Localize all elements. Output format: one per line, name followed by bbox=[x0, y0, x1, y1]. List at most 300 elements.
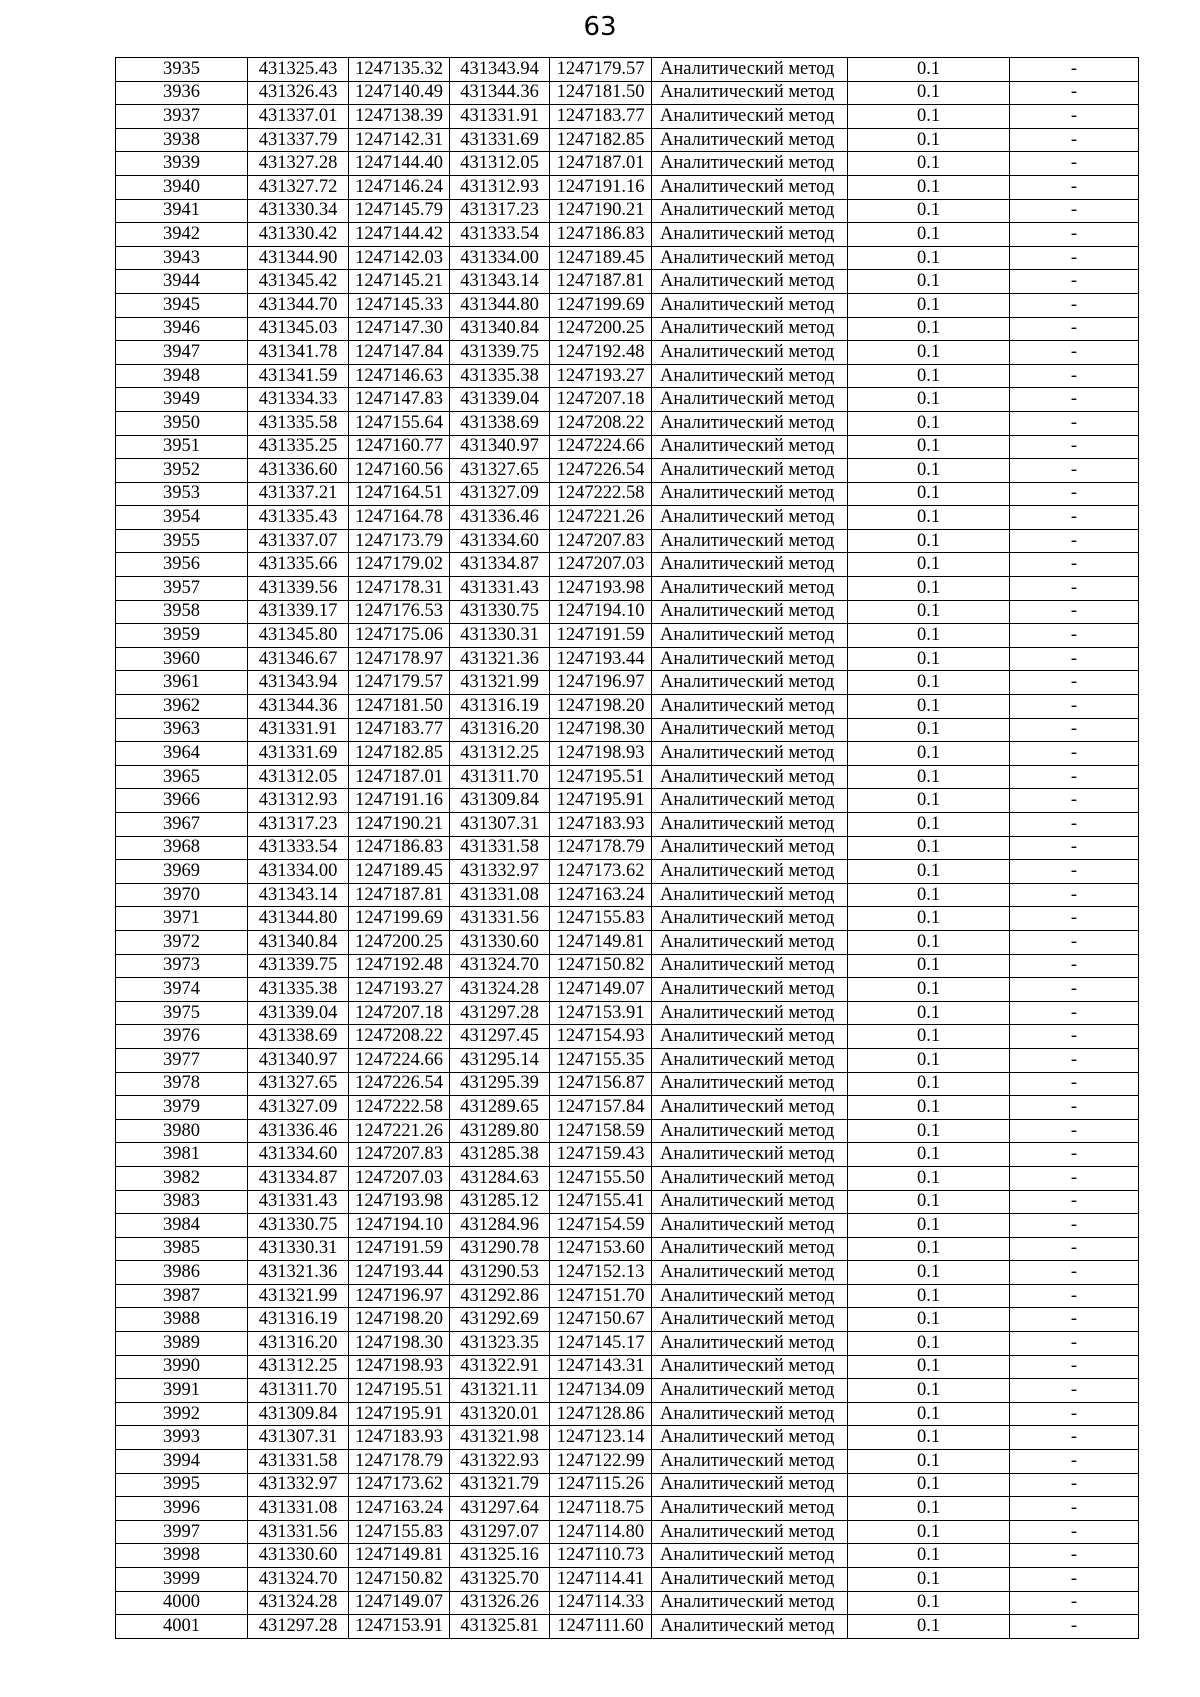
cell-accuracy: 0.1 bbox=[848, 1402, 1010, 1426]
cell-method: Аналитический метод bbox=[652, 1591, 848, 1615]
cell-accuracy: 0.1 bbox=[848, 695, 1010, 719]
cell-point-number: 3996 bbox=[116, 1497, 248, 1521]
cell-method: Аналитический метод bbox=[652, 223, 848, 247]
cell-accuracy: 0.1 bbox=[848, 1615, 1010, 1639]
cell-accuracy: 0.1 bbox=[848, 1190, 1010, 1214]
cell-method: Аналитический метод bbox=[652, 459, 848, 483]
cell-point-number: 3947 bbox=[116, 341, 248, 365]
cell-y2: 1247122.99 bbox=[550, 1450, 652, 1474]
cell-method: Аналитический метод bbox=[652, 1072, 848, 1096]
cell-x2: 431332.97 bbox=[450, 860, 550, 884]
cell-y2: 1247153.60 bbox=[550, 1237, 652, 1261]
cell-y2: 1247183.77 bbox=[550, 105, 652, 129]
cell-x2: 431321.98 bbox=[450, 1426, 550, 1450]
cell-note: - bbox=[1010, 577, 1139, 601]
cell-x2: 431312.05 bbox=[450, 152, 550, 176]
cell-note: - bbox=[1010, 459, 1139, 483]
cell-note: - bbox=[1010, 742, 1139, 766]
cell-y2: 1247181.50 bbox=[550, 81, 652, 105]
cell-point-number: 3979 bbox=[116, 1096, 248, 1120]
cell-point-number: 3993 bbox=[116, 1426, 248, 1450]
cell-y1: 1247178.97 bbox=[349, 647, 450, 671]
cell-y1: 1247153.91 bbox=[349, 1615, 450, 1639]
cell-method: Аналитический метод bbox=[652, 81, 848, 105]
page-number: 63 bbox=[583, 12, 617, 42]
cell-y1: 1247138.39 bbox=[349, 105, 450, 129]
table-row bbox=[116, 883, 1139, 907]
cell-x2: 431321.99 bbox=[450, 671, 550, 695]
cell-note: - bbox=[1010, 1025, 1139, 1049]
cell-x1: 431327.72 bbox=[248, 175, 349, 199]
cell-point-number: 3994 bbox=[116, 1450, 248, 1474]
cell-point-number: 3982 bbox=[116, 1166, 248, 1190]
table-body bbox=[116, 58, 1139, 1639]
cell-x2: 431338.69 bbox=[450, 411, 550, 435]
cell-x2: 431317.23 bbox=[450, 199, 550, 223]
cell-y1: 1247147.83 bbox=[349, 388, 450, 412]
cell-y1: 1247150.82 bbox=[349, 1568, 450, 1592]
cell-x1: 431324.28 bbox=[248, 1591, 349, 1615]
table-row bbox=[116, 1166, 1139, 1190]
cell-method: Аналитический метод bbox=[652, 482, 848, 506]
cell-point-number: 3989 bbox=[116, 1332, 248, 1356]
cell-accuracy: 0.1 bbox=[848, 1001, 1010, 1025]
cell-note: - bbox=[1010, 813, 1139, 837]
cell-y1: 1247193.44 bbox=[349, 1261, 450, 1285]
cell-x1: 431341.59 bbox=[248, 364, 349, 388]
cell-point-number: 3995 bbox=[116, 1473, 248, 1497]
cell-note: - bbox=[1010, 1143, 1139, 1167]
cell-x1: 431335.66 bbox=[248, 553, 349, 577]
cell-method: Аналитический метод bbox=[652, 1520, 848, 1544]
cell-point-number: 3941 bbox=[116, 199, 248, 223]
cell-x2: 431339.04 bbox=[450, 388, 550, 412]
cell-y2: 1247155.35 bbox=[550, 1048, 652, 1072]
cell-x1: 431307.31 bbox=[248, 1426, 349, 1450]
cell-x2: 431295.14 bbox=[450, 1048, 550, 1072]
cell-note: - bbox=[1010, 1426, 1139, 1450]
cell-note: - bbox=[1010, 1544, 1139, 1568]
cell-x1: 431324.70 bbox=[248, 1568, 349, 1592]
cell-y2: 1247114.80 bbox=[550, 1520, 652, 1544]
cell-y2: 1247145.17 bbox=[550, 1332, 652, 1356]
cell-accuracy: 0.1 bbox=[848, 1284, 1010, 1308]
table-row bbox=[116, 1402, 1139, 1426]
cell-point-number: 3991 bbox=[116, 1379, 248, 1403]
cell-x1: 431330.31 bbox=[248, 1237, 349, 1261]
cell-y1: 1247187.01 bbox=[349, 765, 450, 789]
cell-x1: 431334.87 bbox=[248, 1166, 349, 1190]
table-row bbox=[116, 695, 1139, 719]
cell-point-number: 3946 bbox=[116, 317, 248, 341]
cell-x1: 431312.93 bbox=[248, 789, 349, 813]
cell-x1: 431330.60 bbox=[248, 1544, 349, 1568]
cell-note: - bbox=[1010, 128, 1139, 152]
cell-accuracy: 0.1 bbox=[848, 789, 1010, 813]
cell-x2: 431344.80 bbox=[450, 293, 550, 317]
cell-x2: 431335.38 bbox=[450, 364, 550, 388]
cell-note: - bbox=[1010, 246, 1139, 270]
cell-x1: 431344.70 bbox=[248, 293, 349, 317]
cell-note: - bbox=[1010, 199, 1139, 223]
cell-x2: 431284.63 bbox=[450, 1166, 550, 1190]
cell-y2: 1247193.44 bbox=[550, 647, 652, 671]
cell-y2: 1247199.69 bbox=[550, 293, 652, 317]
table-row bbox=[116, 1308, 1139, 1332]
cell-y2: 1247128.86 bbox=[550, 1402, 652, 1426]
cell-accuracy: 0.1 bbox=[848, 553, 1010, 577]
cell-y1: 1247160.77 bbox=[349, 435, 450, 459]
cell-x2: 431344.36 bbox=[450, 81, 550, 105]
cell-accuracy: 0.1 bbox=[848, 152, 1010, 176]
table-row bbox=[116, 1096, 1139, 1120]
cell-y2: 1247152.13 bbox=[550, 1261, 652, 1285]
cell-x1: 431344.90 bbox=[248, 246, 349, 270]
cell-point-number: 3977 bbox=[116, 1048, 248, 1072]
cell-accuracy: 0.1 bbox=[848, 1450, 1010, 1474]
cell-note: - bbox=[1010, 411, 1139, 435]
cell-method: Аналитический метод bbox=[652, 246, 848, 270]
cell-x1: 431338.69 bbox=[248, 1025, 349, 1049]
cell-note: - bbox=[1010, 624, 1139, 648]
cell-y2: 1247157.84 bbox=[550, 1096, 652, 1120]
cell-point-number: 3986 bbox=[116, 1261, 248, 1285]
cell-note: - bbox=[1010, 1166, 1139, 1190]
cell-method: Аналитический метод bbox=[652, 1355, 848, 1379]
cell-note: - bbox=[1010, 1048, 1139, 1072]
table-row bbox=[116, 1237, 1139, 1261]
cell-x1: 431335.43 bbox=[248, 506, 349, 530]
table-row bbox=[116, 1190, 1139, 1214]
cell-method: Аналитический метод bbox=[652, 1237, 848, 1261]
cell-accuracy: 0.1 bbox=[848, 1591, 1010, 1615]
cell-point-number: 3939 bbox=[116, 152, 248, 176]
cell-x1: 431337.21 bbox=[248, 482, 349, 506]
cell-note: - bbox=[1010, 1332, 1139, 1356]
cell-accuracy: 0.1 bbox=[848, 907, 1010, 931]
cell-y1: 1247198.20 bbox=[349, 1308, 450, 1332]
cell-note: - bbox=[1010, 1284, 1139, 1308]
cell-accuracy: 0.1 bbox=[848, 1119, 1010, 1143]
cell-note: - bbox=[1010, 1096, 1139, 1120]
cell-y2: 1247150.82 bbox=[550, 954, 652, 978]
cell-method: Аналитический метод bbox=[652, 1214, 848, 1238]
cell-accuracy: 0.1 bbox=[848, 718, 1010, 742]
table-row bbox=[116, 364, 1139, 388]
cell-point-number: 3935 bbox=[116, 58, 248, 82]
cell-point-number: 3973 bbox=[116, 954, 248, 978]
cell-y1: 1247183.93 bbox=[349, 1426, 450, 1450]
cell-point-number: 3997 bbox=[116, 1520, 248, 1544]
cell-x1: 431339.75 bbox=[248, 954, 349, 978]
cell-note: - bbox=[1010, 907, 1139, 931]
cell-x1: 431332.97 bbox=[248, 1473, 349, 1497]
cell-y1: 1247189.45 bbox=[349, 860, 450, 884]
cell-x1: 431335.58 bbox=[248, 411, 349, 435]
cell-method: Аналитический метод bbox=[652, 671, 848, 695]
cell-point-number: 3970 bbox=[116, 883, 248, 907]
cell-y1: 1247142.31 bbox=[349, 128, 450, 152]
cell-y1: 1247175.06 bbox=[349, 624, 450, 648]
table-row bbox=[116, 58, 1139, 82]
cell-y2: 1247191.16 bbox=[550, 175, 652, 199]
cell-point-number: 3984 bbox=[116, 1214, 248, 1238]
cell-point-number: 3974 bbox=[116, 978, 248, 1002]
cell-x2: 431321.11 bbox=[450, 1379, 550, 1403]
cell-y2: 1247155.83 bbox=[550, 907, 652, 931]
cell-accuracy: 0.1 bbox=[848, 1214, 1010, 1238]
cell-x1: 431331.58 bbox=[248, 1450, 349, 1474]
cell-point-number: 3957 bbox=[116, 577, 248, 601]
cell-note: - bbox=[1010, 1308, 1139, 1332]
cell-method: Аналитический метод bbox=[652, 435, 848, 459]
cell-y1: 1247222.58 bbox=[349, 1096, 450, 1120]
cell-point-number: 3937 bbox=[116, 105, 248, 129]
cell-point-number: 3969 bbox=[116, 860, 248, 884]
cell-accuracy: 0.1 bbox=[848, 1308, 1010, 1332]
cell-method: Аналитический метод bbox=[652, 765, 848, 789]
cell-method: Аналитический метод bbox=[652, 388, 848, 412]
cell-y2: 1247226.54 bbox=[550, 459, 652, 483]
table-row bbox=[116, 1143, 1139, 1167]
cell-accuracy: 0.1 bbox=[848, 459, 1010, 483]
cell-y1: 1247183.77 bbox=[349, 718, 450, 742]
cell-x1: 431325.43 bbox=[248, 58, 349, 82]
cell-note: - bbox=[1010, 860, 1139, 884]
cell-accuracy: 0.1 bbox=[848, 813, 1010, 837]
table-row bbox=[116, 1426, 1139, 1450]
table-row bbox=[116, 1544, 1139, 1568]
cell-method: Аналитический метод bbox=[652, 411, 848, 435]
cell-point-number: 3967 bbox=[116, 813, 248, 837]
cell-note: - bbox=[1010, 317, 1139, 341]
cell-method: Аналитический метод bbox=[652, 529, 848, 553]
table-row bbox=[116, 978, 1139, 1002]
cell-y2: 1247198.30 bbox=[550, 718, 652, 742]
cell-accuracy: 0.1 bbox=[848, 1544, 1010, 1568]
cell-x2: 431322.93 bbox=[450, 1450, 550, 1474]
cell-x1: 431317.23 bbox=[248, 813, 349, 837]
cell-x1: 431345.42 bbox=[248, 270, 349, 294]
cell-x1: 431344.80 bbox=[248, 907, 349, 931]
table-row bbox=[116, 954, 1139, 978]
cell-x2: 431327.09 bbox=[450, 482, 550, 506]
table-row bbox=[116, 718, 1139, 742]
cell-y1: 1247195.51 bbox=[349, 1379, 450, 1403]
table-row bbox=[116, 105, 1139, 129]
cell-y2: 1247154.93 bbox=[550, 1025, 652, 1049]
cell-note: - bbox=[1010, 954, 1139, 978]
cell-point-number: 3978 bbox=[116, 1072, 248, 1096]
cell-note: - bbox=[1010, 341, 1139, 365]
cell-point-number: 3976 bbox=[116, 1025, 248, 1049]
cell-x1: 431343.94 bbox=[248, 671, 349, 695]
cell-x2: 431324.28 bbox=[450, 978, 550, 1002]
cell-y2: 1247224.66 bbox=[550, 435, 652, 459]
cell-note: - bbox=[1010, 765, 1139, 789]
cell-note: - bbox=[1010, 58, 1139, 82]
cell-accuracy: 0.1 bbox=[848, 1048, 1010, 1072]
cell-point-number: 3981 bbox=[116, 1143, 248, 1167]
cell-x2: 431324.70 bbox=[450, 954, 550, 978]
cell-x1: 431345.03 bbox=[248, 317, 349, 341]
cell-accuracy: 0.1 bbox=[848, 341, 1010, 365]
cell-method: Аналитический метод bbox=[652, 1048, 848, 1072]
cell-note: - bbox=[1010, 223, 1139, 247]
cell-x1: 431309.84 bbox=[248, 1402, 349, 1426]
cell-x1: 431336.60 bbox=[248, 459, 349, 483]
cell-method: Аналитический метод bbox=[652, 600, 848, 624]
table-row bbox=[116, 647, 1139, 671]
cell-accuracy: 0.1 bbox=[848, 836, 1010, 860]
cell-note: - bbox=[1010, 1473, 1139, 1497]
cell-x1: 431316.20 bbox=[248, 1332, 349, 1356]
cell-method: Аналитический метод bbox=[652, 1497, 848, 1521]
table-row bbox=[116, 246, 1139, 270]
cell-method: Аналитический метод bbox=[652, 128, 848, 152]
cell-y2: 1247222.58 bbox=[550, 482, 652, 506]
cell-note: - bbox=[1010, 600, 1139, 624]
cell-x1: 431321.36 bbox=[248, 1261, 349, 1285]
cell-point-number: 3936 bbox=[116, 81, 248, 105]
cell-x2: 431320.01 bbox=[450, 1402, 550, 1426]
cell-x1: 431335.38 bbox=[248, 978, 349, 1002]
cell-point-number: 3975 bbox=[116, 1001, 248, 1025]
cell-y2: 1247153.91 bbox=[550, 1001, 652, 1025]
table-row bbox=[116, 435, 1139, 459]
cell-accuracy: 0.1 bbox=[848, 128, 1010, 152]
cell-x2: 431334.87 bbox=[450, 553, 550, 577]
cell-method: Аналитический метод bbox=[652, 1261, 848, 1285]
cell-y2: 1247194.10 bbox=[550, 600, 652, 624]
table-row bbox=[116, 1119, 1139, 1143]
cell-note: - bbox=[1010, 1402, 1139, 1426]
cell-note: - bbox=[1010, 529, 1139, 553]
cell-x2: 431297.64 bbox=[450, 1497, 550, 1521]
cell-y1: 1247155.83 bbox=[349, 1520, 450, 1544]
cell-accuracy: 0.1 bbox=[848, 529, 1010, 553]
cell-x1: 431330.75 bbox=[248, 1214, 349, 1238]
table-row bbox=[116, 175, 1139, 199]
cell-x2: 431330.31 bbox=[450, 624, 550, 648]
cell-x2: 431321.79 bbox=[450, 1473, 550, 1497]
cell-method: Аналитический метод bbox=[652, 624, 848, 648]
cell-y1: 1247164.78 bbox=[349, 506, 450, 530]
cell-y2: 1247163.24 bbox=[550, 883, 652, 907]
cell-y2: 1247158.59 bbox=[550, 1119, 652, 1143]
table-row bbox=[116, 1025, 1139, 1049]
table-row bbox=[116, 1048, 1139, 1072]
cell-accuracy: 0.1 bbox=[848, 223, 1010, 247]
cell-method: Аналитический метод bbox=[652, 954, 848, 978]
table-row bbox=[116, 1568, 1139, 1592]
cell-method: Аналитический метод bbox=[652, 364, 848, 388]
cell-note: - bbox=[1010, 1237, 1139, 1261]
cell-method: Аналитический метод bbox=[652, 1544, 848, 1568]
cell-x2: 431290.53 bbox=[450, 1261, 550, 1285]
table-row bbox=[116, 341, 1139, 365]
cell-x1: 431334.33 bbox=[248, 388, 349, 412]
cell-y2: 1247179.57 bbox=[550, 58, 652, 82]
cell-y2: 1247178.79 bbox=[550, 836, 652, 860]
cell-note: - bbox=[1010, 388, 1139, 412]
cell-point-number: 3971 bbox=[116, 907, 248, 931]
cell-method: Аналитический метод bbox=[652, 1166, 848, 1190]
cell-x1: 431343.14 bbox=[248, 883, 349, 907]
cell-x1: 431337.01 bbox=[248, 105, 349, 129]
cell-method: Аналитический метод bbox=[652, 647, 848, 671]
cell-y2: 1247187.81 bbox=[550, 270, 652, 294]
table-row bbox=[116, 223, 1139, 247]
cell-x2: 431331.69 bbox=[450, 128, 550, 152]
cell-y1: 1247193.27 bbox=[349, 978, 450, 1002]
cell-point-number: 3962 bbox=[116, 695, 248, 719]
cell-x2: 431297.45 bbox=[450, 1025, 550, 1049]
cell-x2: 431331.58 bbox=[450, 836, 550, 860]
table-row bbox=[116, 813, 1139, 837]
table-row bbox=[116, 388, 1139, 412]
cell-accuracy: 0.1 bbox=[848, 765, 1010, 789]
cell-y1: 1247160.56 bbox=[349, 459, 450, 483]
cell-note: - bbox=[1010, 1379, 1139, 1403]
cell-x1: 431337.79 bbox=[248, 128, 349, 152]
cell-note: - bbox=[1010, 506, 1139, 530]
cell-x2: 431316.19 bbox=[450, 695, 550, 719]
cell-y2: 1247123.14 bbox=[550, 1426, 652, 1450]
cell-x1: 431334.00 bbox=[248, 860, 349, 884]
cell-point-number: 4001 bbox=[116, 1615, 248, 1639]
cell-point-number: 3952 bbox=[116, 459, 248, 483]
cell-method: Аналитический метод bbox=[652, 1379, 848, 1403]
cell-method: Аналитический метод bbox=[652, 883, 848, 907]
cell-point-number: 3964 bbox=[116, 742, 248, 766]
cell-accuracy: 0.1 bbox=[848, 1166, 1010, 1190]
cell-x1: 431297.28 bbox=[248, 1615, 349, 1639]
cell-note: - bbox=[1010, 718, 1139, 742]
cell-point-number: 3954 bbox=[116, 506, 248, 530]
cell-x2: 431290.78 bbox=[450, 1237, 550, 1261]
cell-method: Аналитический метод bbox=[652, 718, 848, 742]
table-row bbox=[116, 411, 1139, 435]
cell-x2: 431325.16 bbox=[450, 1544, 550, 1568]
cell-y1: 1247182.85 bbox=[349, 742, 450, 766]
cell-point-number: 3956 bbox=[116, 553, 248, 577]
table-row bbox=[116, 459, 1139, 483]
cell-accuracy: 0.1 bbox=[848, 435, 1010, 459]
table-row bbox=[116, 789, 1139, 813]
cell-y1: 1247149.81 bbox=[349, 1544, 450, 1568]
cell-x1: 431345.80 bbox=[248, 624, 349, 648]
cell-method: Аналитический метод bbox=[652, 58, 848, 82]
cell-method: Аналитический метод bbox=[652, 742, 848, 766]
cell-y1: 1247146.63 bbox=[349, 364, 450, 388]
cell-accuracy: 0.1 bbox=[848, 246, 1010, 270]
cell-accuracy: 0.1 bbox=[848, 199, 1010, 223]
cell-x2: 431292.86 bbox=[450, 1284, 550, 1308]
cell-x2: 431284.96 bbox=[450, 1214, 550, 1238]
cell-y1: 1247135.32 bbox=[349, 58, 450, 82]
cell-y2: 1247143.31 bbox=[550, 1355, 652, 1379]
cell-note: - bbox=[1010, 978, 1139, 1002]
cell-method: Аналитический метод bbox=[652, 175, 848, 199]
cell-method: Аналитический метод bbox=[652, 1332, 848, 1356]
cell-x1: 431341.78 bbox=[248, 341, 349, 365]
cell-method: Аналитический метод bbox=[652, 813, 848, 837]
cell-x2: 431327.65 bbox=[450, 459, 550, 483]
cell-point-number: 3988 bbox=[116, 1308, 248, 1332]
cell-x1: 431327.09 bbox=[248, 1096, 349, 1120]
cell-x1: 431346.67 bbox=[248, 647, 349, 671]
